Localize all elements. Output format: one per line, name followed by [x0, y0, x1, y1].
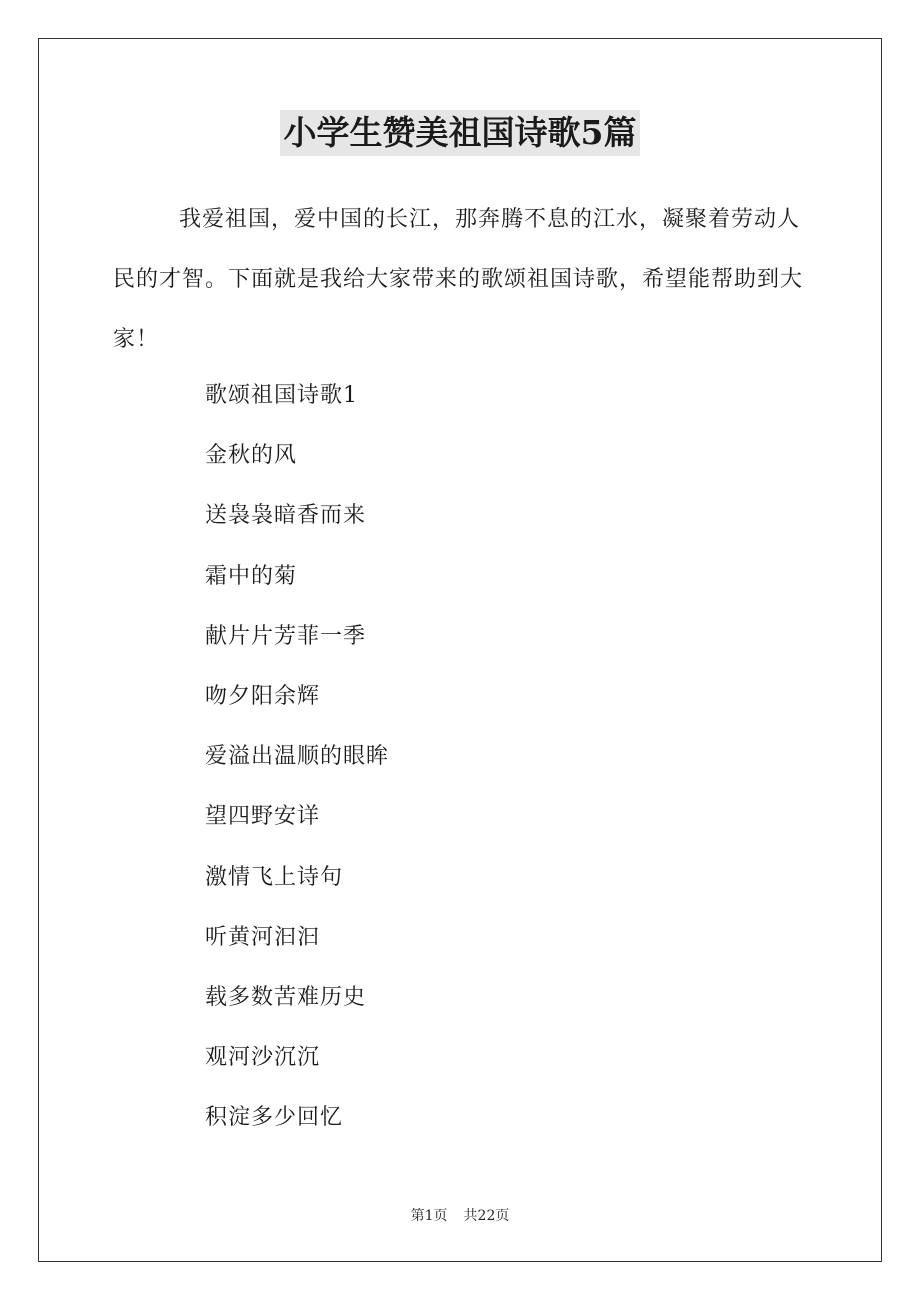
title-container — [0, 110, 920, 156]
page-number: 第1页 — [410, 1208, 448, 1224]
intro-paragraph: 我爱祖国，爱中国的长江，那奔腾不息的江水，凝聚着劳动人民的才智。下面就是我给大家带来的歌颂祖国诗歌，希望能帮助到大家！ — [113, 207, 804, 352]
poem-line: 观河沙沉沉 — [205, 1045, 321, 1071]
poem-line: 激情飞上诗句 — [205, 864, 344, 890]
poem-line: 送袅袅暗香而来 — [205, 503, 367, 529]
poem-lines — [205, 366, 389, 1148]
poem-line: 载多数苦难历史 — [205, 984, 367, 1010]
poem-line: 望四野安详 — [205, 804, 321, 830]
poem-line: 积淀多少回忆 — [205, 1105, 344, 1131]
poem-line: 歌颂祖国诗歌1 — [205, 383, 358, 408]
poem-line: 金秋的风 — [205, 443, 298, 469]
poem-line: 爱溢出温顺的眼眸 — [205, 744, 390, 770]
page-footer — [0, 1206, 920, 1226]
document-title: 小学生赞美祖国诗歌5篇 — [280, 110, 641, 156]
poem-line: 霜中的菊 — [205, 563, 298, 589]
total-pages: 共22页 — [463, 1208, 510, 1224]
poem-line: 听黄河汩汩 — [205, 924, 321, 950]
poem-line: 献片片芳菲一季 — [205, 623, 367, 649]
poem-line: 吻夕阳余辉 — [205, 683, 321, 709]
